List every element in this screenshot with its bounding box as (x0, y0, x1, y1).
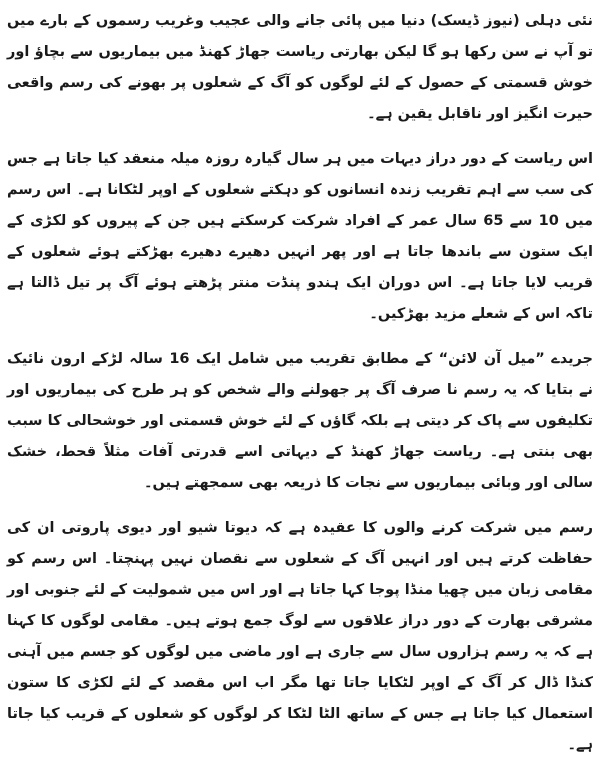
article-paragraph-3: جریدے ”میل آن لائن“ کے مطابق تقریب میں شامل ایک 16 سالہ لڑکے ارون نائیک نے بتایا کہ یہ رسم نا صرف آگ پر جھولنے والے شخص کو ہر طرح کی بیماریوں اور تکلیفوں سے پاک کر دیتی ہے بلکہ گاؤں کے لئے خوش قسمتی اور خوشحالی کا سبب بھی بنتی ہے۔ ریاست جھاڑ کھنڈ کے دیہاتی اسے قدرتی آفات مثلاً قحط، خشک سالی اور وبائی بیماریوں سے نجات کا ذریعہ بھی سمجھتے ہیں۔ (7, 351, 593, 491)
article-paragraph-4: رسم میں شرکت کرنے والوں کا عقیدہ ہے کہ دیوتا شیو اور دیوی پاروتی ان کی حفاظت کرتے ہیں اور انہیں آگ کے شعلوں سے نقصان نہیں پہنچتا۔ اس رسم کو مقامی زبان میں چھیا منڈا پوجا کہا جاتا ہے اور اس میں شمولیت کے لئے جنوبی اور مشرقی بھارت کے دور دراز علاقوں سے لوگ جمع ہوتے ہیں۔ مقامی لوگوں کا کہنا ہے کہ یہ رسم ہزاروں سال سے جاری ہے اور ماضی میں لوگوں کو جسم میں آہنی کنڈا ڈال کر آگ کے اوپر لٹکایا جاتا تھا مگر اب اس مقصد کے لئے لکڑی کا ستون استعمال کیا جاتا ہے جس کے ساتھ الٹا لٹکا کر لوگوں کو شعلوں کے قریب کیا جاتا ہے۔ (7, 520, 593, 753)
article-body (7, 6, 593, 761)
article-paragraph-2: اس ریاست کے دور دراز دیہات میں ہر سال گیارہ روزہ میلہ منعقد کیا جاتا ہے جس کی سب سے اہم تقریب زندہ انسانوں کو دہکتے شعلوں کے اوپر لٹکانا ہے۔ اس رسم میں 10 سے 65 سال عمر کے افراد شرکت کرسکتے ہیں جن کے پیروں کو لکڑی کے ایک ستون سے باندھا جاتا ہے اور پھر انہیں دھیرے دھیرے بھڑکتے ہوئے شعلوں کے قریب لایا جاتا ہے۔ اس دوران ایک ہندو پنڈت منتر پڑھتے ہوئے آگ پر تیل ڈالتا ہے تاکہ اس کے شعلے مزید بھڑکیں۔ (7, 151, 593, 322)
article-paragraph-1: نئی دہلی (نیوز ڈیسک) دنیا میں پائی جانے والی عجیب وغریب رسموں کے بارے میں تو آپ نے سن رکھا ہو گا لیکن بھارتی ریاست جھاڑ کھنڈ میں بیماریوں سے بچاؤ اور خوش قسمتی کے حصول کے لئے لوگوں کو آگ کے شعلوں پر بھونے کی رسم واقعی حیرت انگیز اور ناقابل یقین ہے۔ (7, 13, 593, 122)
